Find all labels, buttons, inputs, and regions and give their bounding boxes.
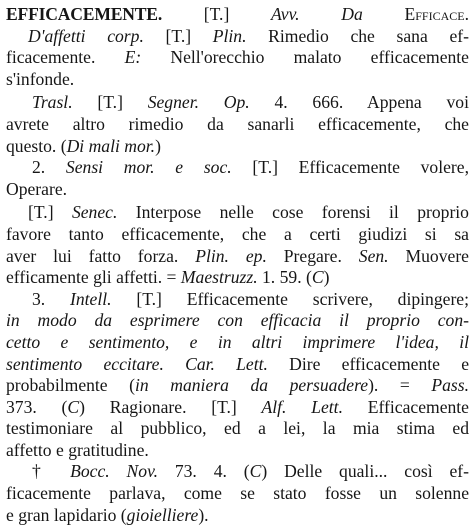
entry-line	[6, 267, 469, 289]
italic-text: Intell.	[70, 288, 112, 309]
text-run	[363, 4, 405, 24]
italic-text: C	[67, 396, 80, 417]
italic-text: C	[249, 461, 262, 482]
italic-text: Da	[341, 4, 363, 24]
text-run: ) Delle quali... così ef-	[261, 461, 469, 482]
entry-line	[6, 136, 469, 158]
text-run: 1. 59. (	[257, 267, 312, 288]
italic-text: Avv.	[271, 4, 300, 24]
text-run: .	[464, 4, 469, 24]
entry-line	[6, 69, 469, 91]
italic-text: Pass.	[431, 375, 469, 396]
headword: EFFICACEMENTE.	[6, 4, 163, 24]
text-run: testimoniare al pubblico, ed a lei, la mia stima ed	[6, 418, 469, 439]
text-run: †	[32, 461, 71, 482]
italic-text: Segner. Op.	[147, 92, 250, 113]
text-run: Nell'orecchio malato efficacemente	[141, 47, 469, 68]
text-run: aver lui fatto forza.	[6, 245, 196, 266]
italic-text: Plin. ep.	[195, 245, 267, 266]
text-run: probabilmente (	[6, 375, 136, 396]
entry-line	[6, 47, 469, 69]
entry-line	[6, 440, 469, 462]
text-run: Pregare.	[266, 245, 359, 266]
text-run: 4. 666. Appena voi	[249, 92, 469, 113]
entry-line	[6, 418, 469, 440]
text-run: [T.] Efficacemente scrivere, dipingere;	[111, 288, 469, 309]
entry-line	[6, 114, 469, 136]
text-run: )	[323, 267, 330, 288]
text-run: Dire efficacemente e	[267, 353, 469, 374]
text-run: favore tanto efficacemente, che a certi giudizi si sa	[6, 223, 469, 244]
text-run: Interpose nelle cose forensi il proprio	[117, 202, 469, 223]
text-run: s'infonde.	[6, 68, 75, 89]
text-run: 373. (	[6, 396, 68, 417]
entry-line	[6, 505, 469, 526]
text-run: Efficacemente	[342, 396, 469, 417]
italic-text: Bocc. Nov.	[70, 461, 158, 482]
italic-text: Trasl.	[32, 92, 73, 113]
entry-line	[6, 202, 469, 224]
italic-text: Maestruzz.	[180, 267, 258, 288]
text-run: [T.]	[143, 25, 213, 46]
text-run: [T.]	[162, 4, 272, 24]
text-run: 2.	[32, 157, 66, 178]
entry-line	[6, 179, 469, 201]
entry-line	[6, 310, 469, 332]
entry-line	[6, 4, 469, 26]
italic-text: C	[311, 267, 324, 288]
text-run: Operare.	[6, 178, 68, 199]
italic-text: E:	[124, 47, 142, 68]
entry-text	[6, 4, 469, 526]
italic-text: D'affetti corp.	[28, 25, 144, 46]
italic-text: Alf. Lett.	[261, 396, 343, 417]
text-run: questo. (	[6, 135, 67, 156]
entry-line	[6, 157, 469, 179]
text-run: efficamente gli affetti. =	[6, 267, 181, 288]
text-run	[300, 4, 342, 24]
italic-text: Sen.	[358, 245, 389, 266]
entry-line	[6, 354, 469, 376]
text-run: affetto e gratitudine.	[6, 439, 149, 460]
text-run: [T.] Efficacemente volere,	[231, 157, 469, 178]
text-run: ). =	[368, 375, 432, 396]
italic-text: Di mali mor.	[66, 135, 156, 156]
text-run: )	[155, 135, 161, 156]
text-run: [T.]	[72, 92, 148, 113]
entry-line	[6, 375, 469, 397]
entry-line	[6, 461, 469, 483]
italic-text: Sensi mor. e soc.	[65, 157, 232, 178]
entry-line	[6, 483, 469, 505]
small-caps-text: Efficace	[404, 4, 465, 24]
text-run: avrete altro rimedio da sanarli efficacemente, che	[6, 113, 469, 134]
text-run: ficacemente.	[6, 47, 125, 68]
text-run: ).	[198, 504, 209, 525]
text-run: Rimedio che sana ef-	[246, 25, 469, 46]
entry-line	[6, 332, 469, 354]
text-run: 3.	[32, 288, 71, 309]
entry-line	[6, 224, 469, 246]
entry-line	[6, 246, 469, 268]
italic-text: in modo da esprimere con efficacia il proprio con-	[6, 310, 469, 331]
italic-text: in maniera da persuadere	[135, 375, 369, 396]
text-run: ficacemente parlava, come se stato fosse un solenne	[6, 483, 469, 504]
text-run: 73. 4. (	[157, 461, 250, 482]
entry-line	[6, 26, 469, 48]
italic-text: Plin.	[212, 25, 247, 46]
text-run: e gran lapidario (	[6, 504, 127, 525]
text-run: [T.]	[28, 202, 72, 223]
text-run: ) Ragionare. [T.]	[79, 396, 262, 417]
text-run: Muovere	[388, 245, 469, 266]
entry-line	[6, 397, 469, 419]
italic-text: gioielliere	[126, 504, 199, 525]
entry-line	[6, 289, 469, 311]
italic-text: Senec.	[71, 202, 118, 223]
italic-text: cetto e sentimento, e in altri imprimere l'idea, il	[6, 331, 469, 352]
italic-text: sentimento eccitare. Car. Lett.	[6, 353, 268, 374]
entry-line	[6, 92, 469, 114]
